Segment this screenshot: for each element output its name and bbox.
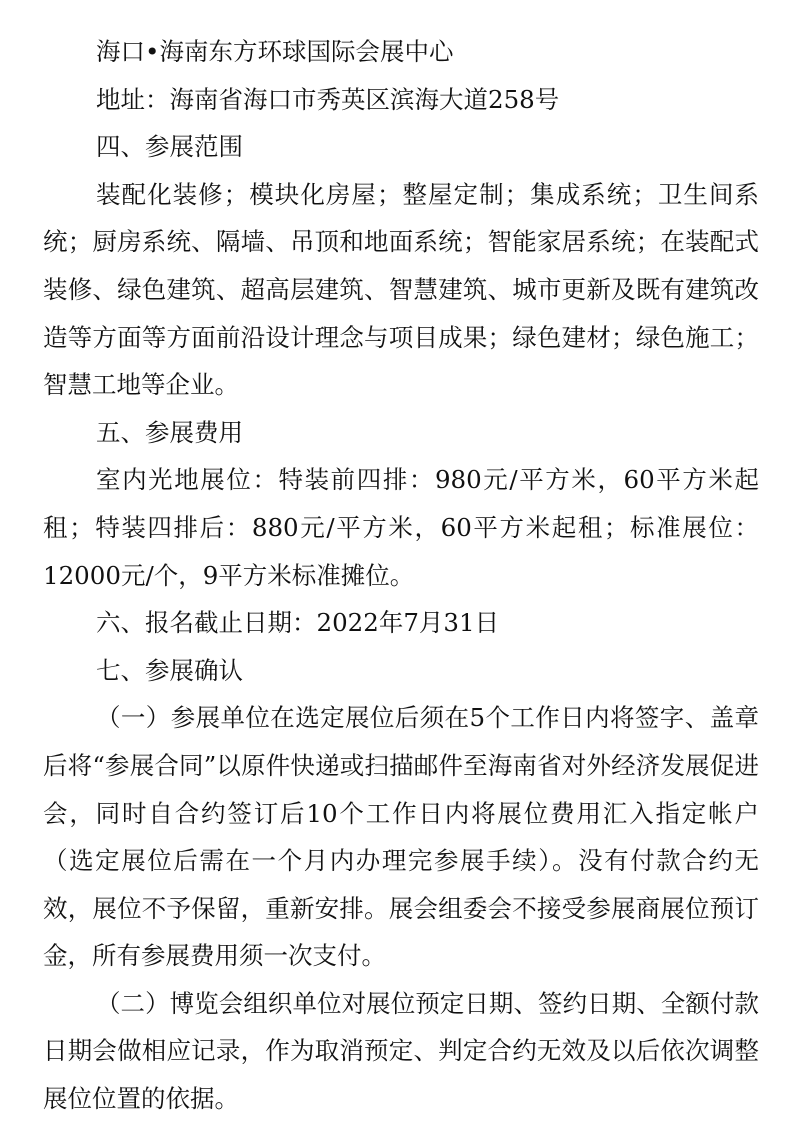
document-page (43, 28, 759, 1123)
section-heading-scope: 四、参展范围 (96, 132, 243, 162)
confirmation-item-1: （一）参展单位在选定展位后须在5个工作日内将签字、盖章后将“参展合同”以原件快递或扫描邮件至海南省对外经济发展促进会，同时自合约签订后10个工作日内将展位费用汇入指定帐户（选定展位后需在一个月内办理完参展手续）。没有付款合约无效，展位不予保留，重新安排。展会组委会不接受参展商展位预订金，所有参展费用须一次支付。 (43, 703, 759, 971)
fees-paragraph: 室内光地展位：特装前四排：980元/平方米，60平方米起租；特装四排后：880元/平方米，60平方米起租；标准展位：12000元/个，9平方米标准摊位。 (43, 465, 759, 590)
confirmation-item-2: （二）博览会组织单位对展位预定日期、签约日期、全额付款日期会做相应记录，作为取消预定、判定合约无效及以后依次调整展位位置的依据。 (43, 988, 759, 1114)
scope-paragraph: 装配化装修；模块化房屋；整屋定制；集成系统；卫生间系统；厨房系统、隔墙、吊顶和地面系统；智能家居系统；在装配式装修、绿色建筑、超高层建筑、智慧建筑、城市更新及既有建筑改造等方面等方面前沿设计理念与项目成果；绿色建材；绿色施工；智慧工地等企业。 (43, 179, 759, 400)
section-heading-fees: 五、参展费用 (96, 417, 243, 447)
venue-name: 海口•海南东方环球国际会展中心 (96, 37, 454, 66)
section-heading-deadline: 六、报名截止日期：2022年7月31日 (96, 608, 500, 638)
section-heading-confirmation: 七、参展确认 (96, 655, 243, 685)
venue-address: 地址：海南省海口市秀英区滨海大道258号 (96, 84, 560, 114)
